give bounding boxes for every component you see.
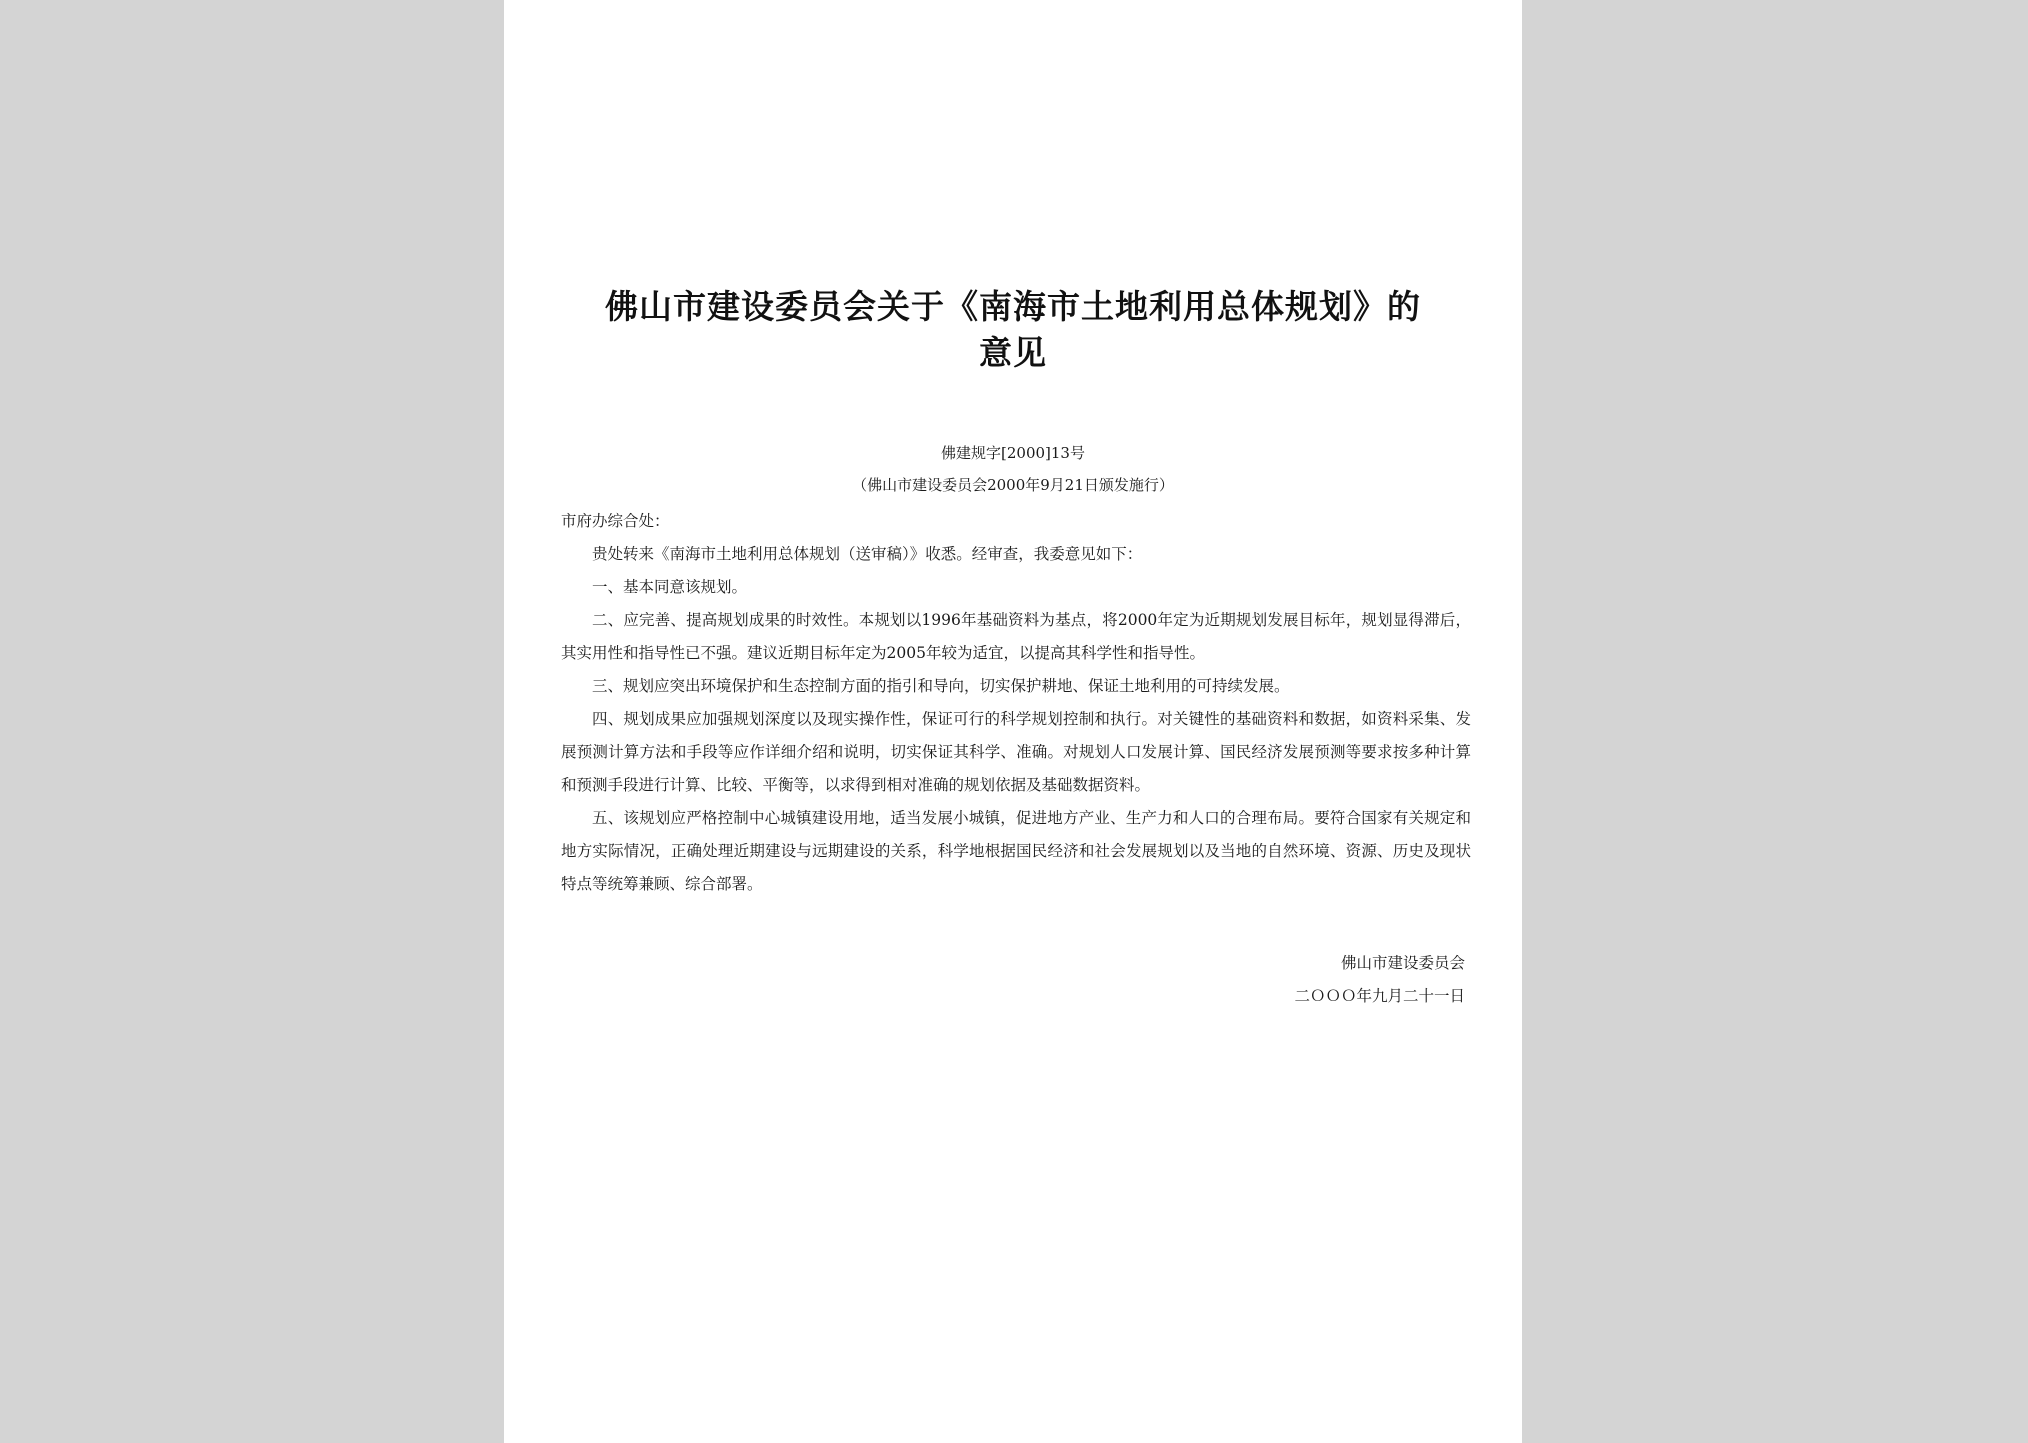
document-number: 佛建规字[2000]13号 (941, 444, 1085, 462)
issued-note: （佛山市建设委员会2000年9月21日颁发施行） (852, 476, 1174, 494)
document-body (561, 505, 1471, 901)
paragraph-intro: 贵处转来《南海市土地利用总体规划（送审稿）》收悉。经审查，我委意见如下： (592, 545, 1143, 563)
paragraph-5: 五、该规划应严格控制中心城镇建设用地，适当发展小城镇，促进地方产业、生产力和人口的合理布局。要符合国家有关规定和地方实际情况，正确处理近期建设与远期建设的关系，科学地根据国民经济和社会发展规划以及当地的自然环境、资源、历史及现状特点等统筹兼顾、综合部署。 (561, 809, 1471, 893)
signature-block (1294, 947, 1465, 1013)
title-line-1: 佛山市建设委员会关于《南海市土地利用总体规划》的 (605, 287, 1421, 327)
document-page (504, 0, 1522, 1443)
document-title (544, 284, 1482, 376)
salutation: 市府办综合处： (561, 512, 670, 530)
title-line-2: 意见 (979, 333, 1047, 373)
signature-organization: 佛山市建设委员会 (1340, 954, 1465, 972)
signature-date: 二ＯＯＯ年九月二十一日 (1294, 987, 1465, 1005)
paragraph-2: 二、应完善、提高规划成果的时效性。本规划以1996年基础资料为基点，将2000年定为近期规划发展目标年，规划显得滞后，其实用性和指导性已不强。建议近期目标年定为2005年较为适宜，以提高其科学性和指导性。 (561, 611, 1471, 662)
paragraph-1: 一、基本同意该规划。 (592, 578, 748, 596)
paragraph-3: 三、规划应突出环境保护和生态控制方面的指引和导向，切实保护耕地、保证土地利用的可持续发展。 (592, 677, 1290, 695)
paragraph-4: 四、规划成果应加强规划深度以及现实操作性，保证可行的科学规划控制和执行。对关键性的基础资料和数据，如资料采集、发展预测计算方法和手段等应作详细介绍和说明，切实保证其科学、准确。对规划人口发展计算、国民经济发展预测等要求按多种计算和预测手段进行计算、比较、平衡等，以求得到相对准确的规划依据及基础数据资料。 (561, 710, 1471, 794)
